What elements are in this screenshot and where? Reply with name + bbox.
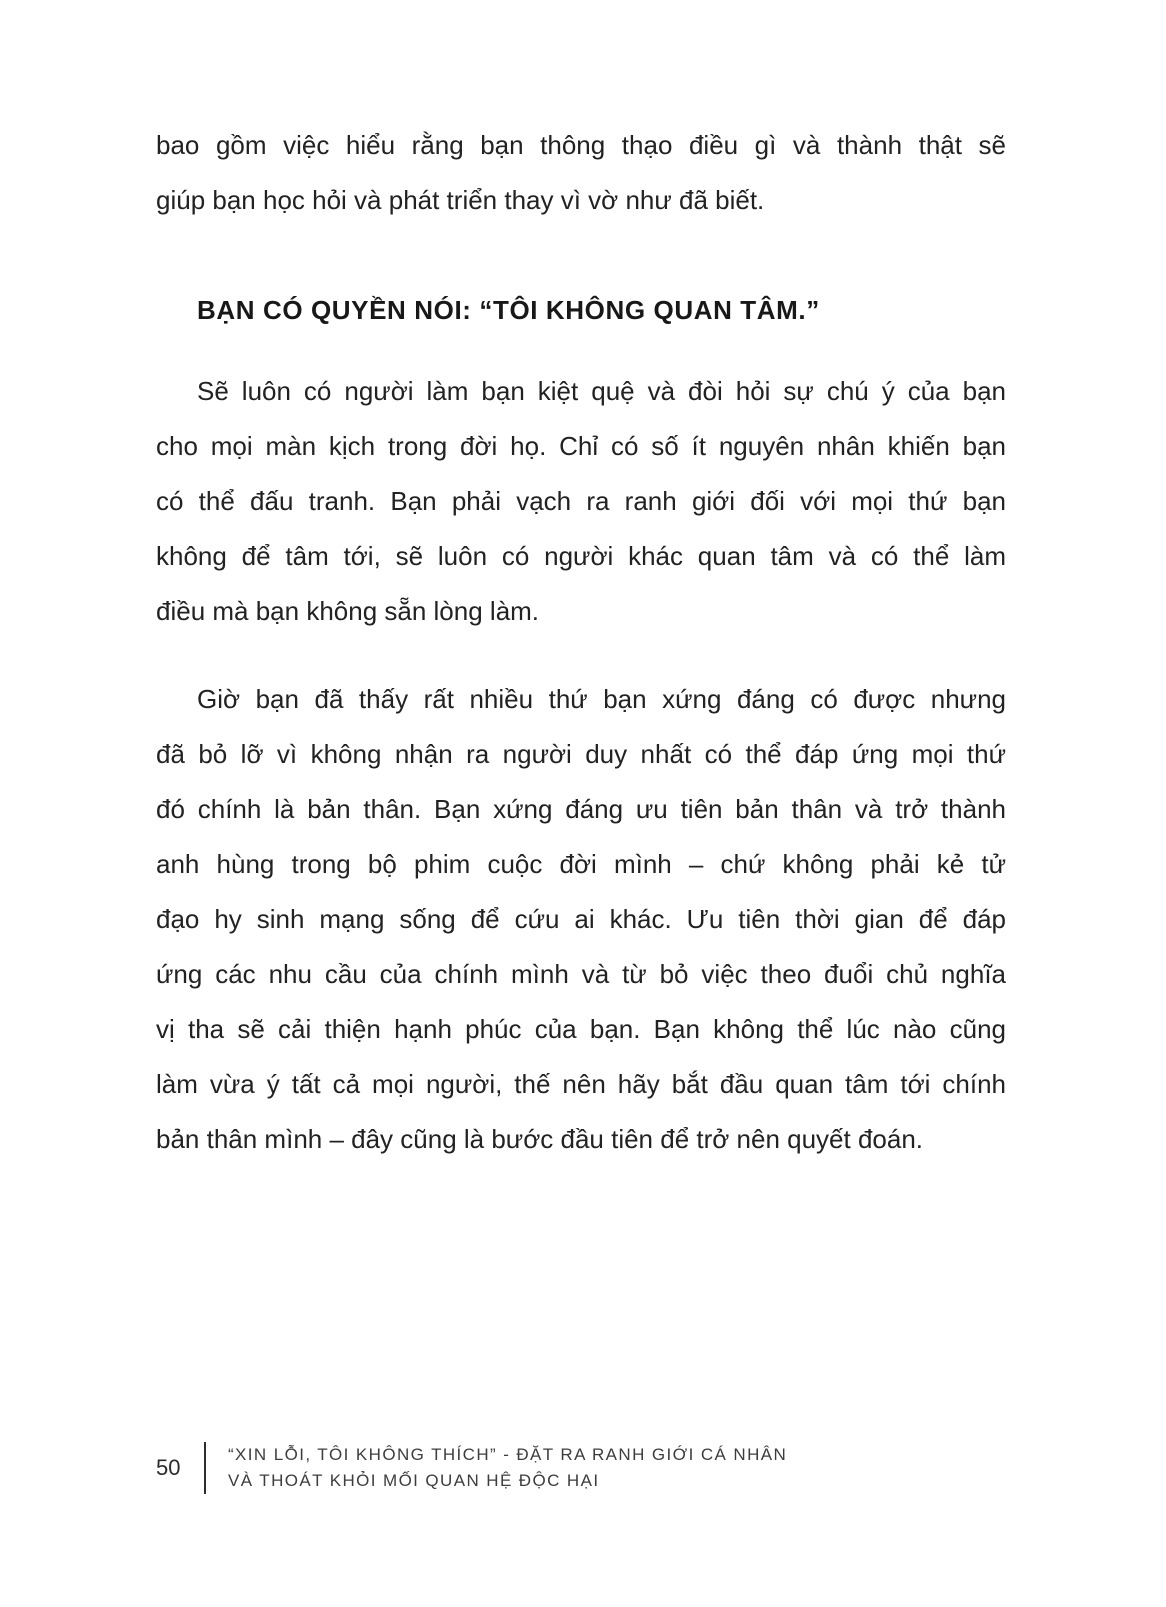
text-line: cho mọi màn kịch trong đời họ. Chỉ có số ít nguyên nhân khiến bạn [156, 431, 1006, 461]
book-title [228, 1442, 787, 1494]
text-line: làm vừa ý tất cả mọi người, thế nên hãy bắt đầu quan tâm tới chính [156, 1069, 1006, 1099]
text-line: Sẽ luôn có người làm bạn kiệt quệ và đòi hỏi sự chú ý của bạn [197, 376, 1006, 406]
footer-divider [204, 1442, 206, 1494]
text-line: không để tâm tới, sẽ luôn có người khác quan tâm và có thể làm [156, 541, 1006, 571]
paragraph [156, 672, 1006, 1167]
text-line: đó chính là bản thân. Bạn xứng đáng ưu tiên bản thân và trở thành [156, 794, 1006, 824]
text-line: giúp bạn học hỏi và phát triển thay vì vờ như đã biết. [156, 185, 765, 215]
text-line: đã bỏ lỡ vì không nhận ra người duy nhất có thể đáp ứng mọi thứ [156, 739, 1006, 769]
text-line: bao gồm việc hiểu rằng bạn thông thạo điều gì và thành thật sẽ [156, 130, 1006, 160]
paragraph [156, 364, 1006, 639]
text-line: có thể đấu tranh. Bạn phải vạch ra ranh giới đối với mọi thứ bạn [156, 486, 1006, 516]
page-footer [156, 1442, 787, 1494]
text-line: vị tha sẽ cải thiện hạnh phúc của bạn. Bạn không thể lúc nào cũng [156, 1014, 1006, 1044]
section-heading: BẠN CÓ QUYỀN NÓI: “TÔI KHÔNG QUAN TÂM.” [197, 295, 820, 325]
text-line: đạo hy sinh mạng sống để cứu ai khác. Ưu tiên thời gian để đáp [156, 904, 1006, 934]
text-line: Giờ bạn đã thấy rất nhiều thứ bạn xứng đáng có được nhưng [197, 684, 1006, 714]
book-title-line: “XIN LỖI, TÔI KHÔNG THÍCH” - ĐẶT RA RANH GIỚI CÁ NHÂN [228, 1445, 788, 1464]
text-line: điều mà bạn không sẵn lòng làm. [156, 596, 540, 626]
paragraph-continuation [156, 118, 1006, 228]
text-line: bản thân mình – đây cũng là bước đầu tiên để trở nên quyết đoán. [156, 1124, 924, 1154]
text-line: anh hùng trong bộ phim cuộc đời mình – chứ không phải kẻ tử [156, 849, 1006, 879]
text-line: ứng các nhu cầu của chính mình và từ bỏ việc theo đuổi chủ nghĩa [156, 959, 1006, 989]
page-number: 50 [156, 1455, 181, 1480]
book-title-line: VÀ THOÁT KHỎI MỐI QUAN HỆ ĐỘC HẠI [228, 1471, 600, 1490]
body-text [156, 118, 1006, 1167]
